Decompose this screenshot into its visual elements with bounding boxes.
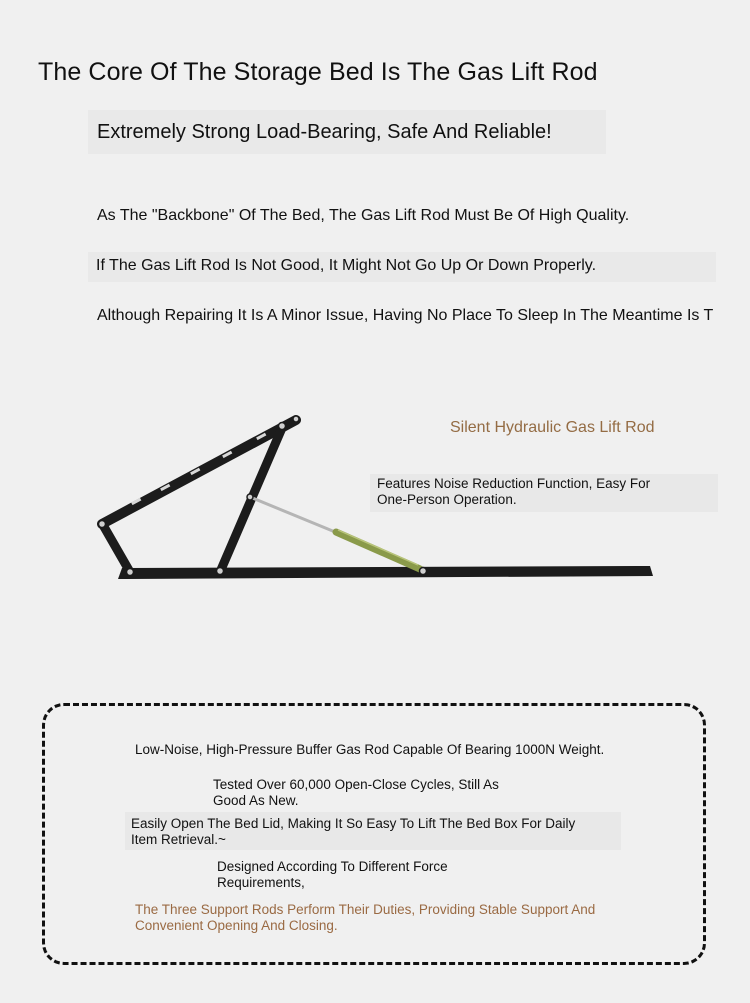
intro-line-2: If The Gas Lift Rod Is Not Good, It Might Not Go Up Or Down Properly. <box>96 257 597 274</box>
spec-item-2: Tested Over 60,000 Open-Close Cycles, Still As Good As New. <box>213 777 499 808</box>
piston-cylinder <box>336 532 420 569</box>
feature-title: Silent Hydraulic Gas Lift Rod <box>450 419 655 436</box>
feature-description: Features Noise Reduction Function, Easy For One-Person Operation. <box>377 476 651 507</box>
page-title: The Core Of The Storage Bed Is The Gas Lift Rod <box>38 58 598 86</box>
intro-line-3: Although Repairing It Is A Minor Issue, Having No Place To Sleep In The Meantime Is T <box>97 307 714 324</box>
piston-rod <box>250 497 340 534</box>
spec-item-4: Designed According To Different Force Requirements, <box>217 859 448 890</box>
base-rail <box>118 566 653 579</box>
page-subtitle: Extremely Strong Load-Bearing, Safe And Reliable! <box>97 121 552 143</box>
spec-item-3: Easily Open The Bed Lid, Making It So Easy To Lift The Bed Box For Daily Item Retrieval.~ <box>131 816 576 847</box>
spec-item-5: The Three Support Rods Perform Their Duties, Providing Stable Support And Convenient Opening And Closing. <box>135 902 596 933</box>
intro-line-1: As The "Backbone" Of The Bed, The Gas Lift Rod Must Be Of High Quality. <box>97 207 630 224</box>
spec-item-1: Low-Noise, High-Pressure Buffer Gas Rod Capable Of Bearing 1000N Weight. <box>135 742 605 757</box>
front-link <box>103 525 130 572</box>
